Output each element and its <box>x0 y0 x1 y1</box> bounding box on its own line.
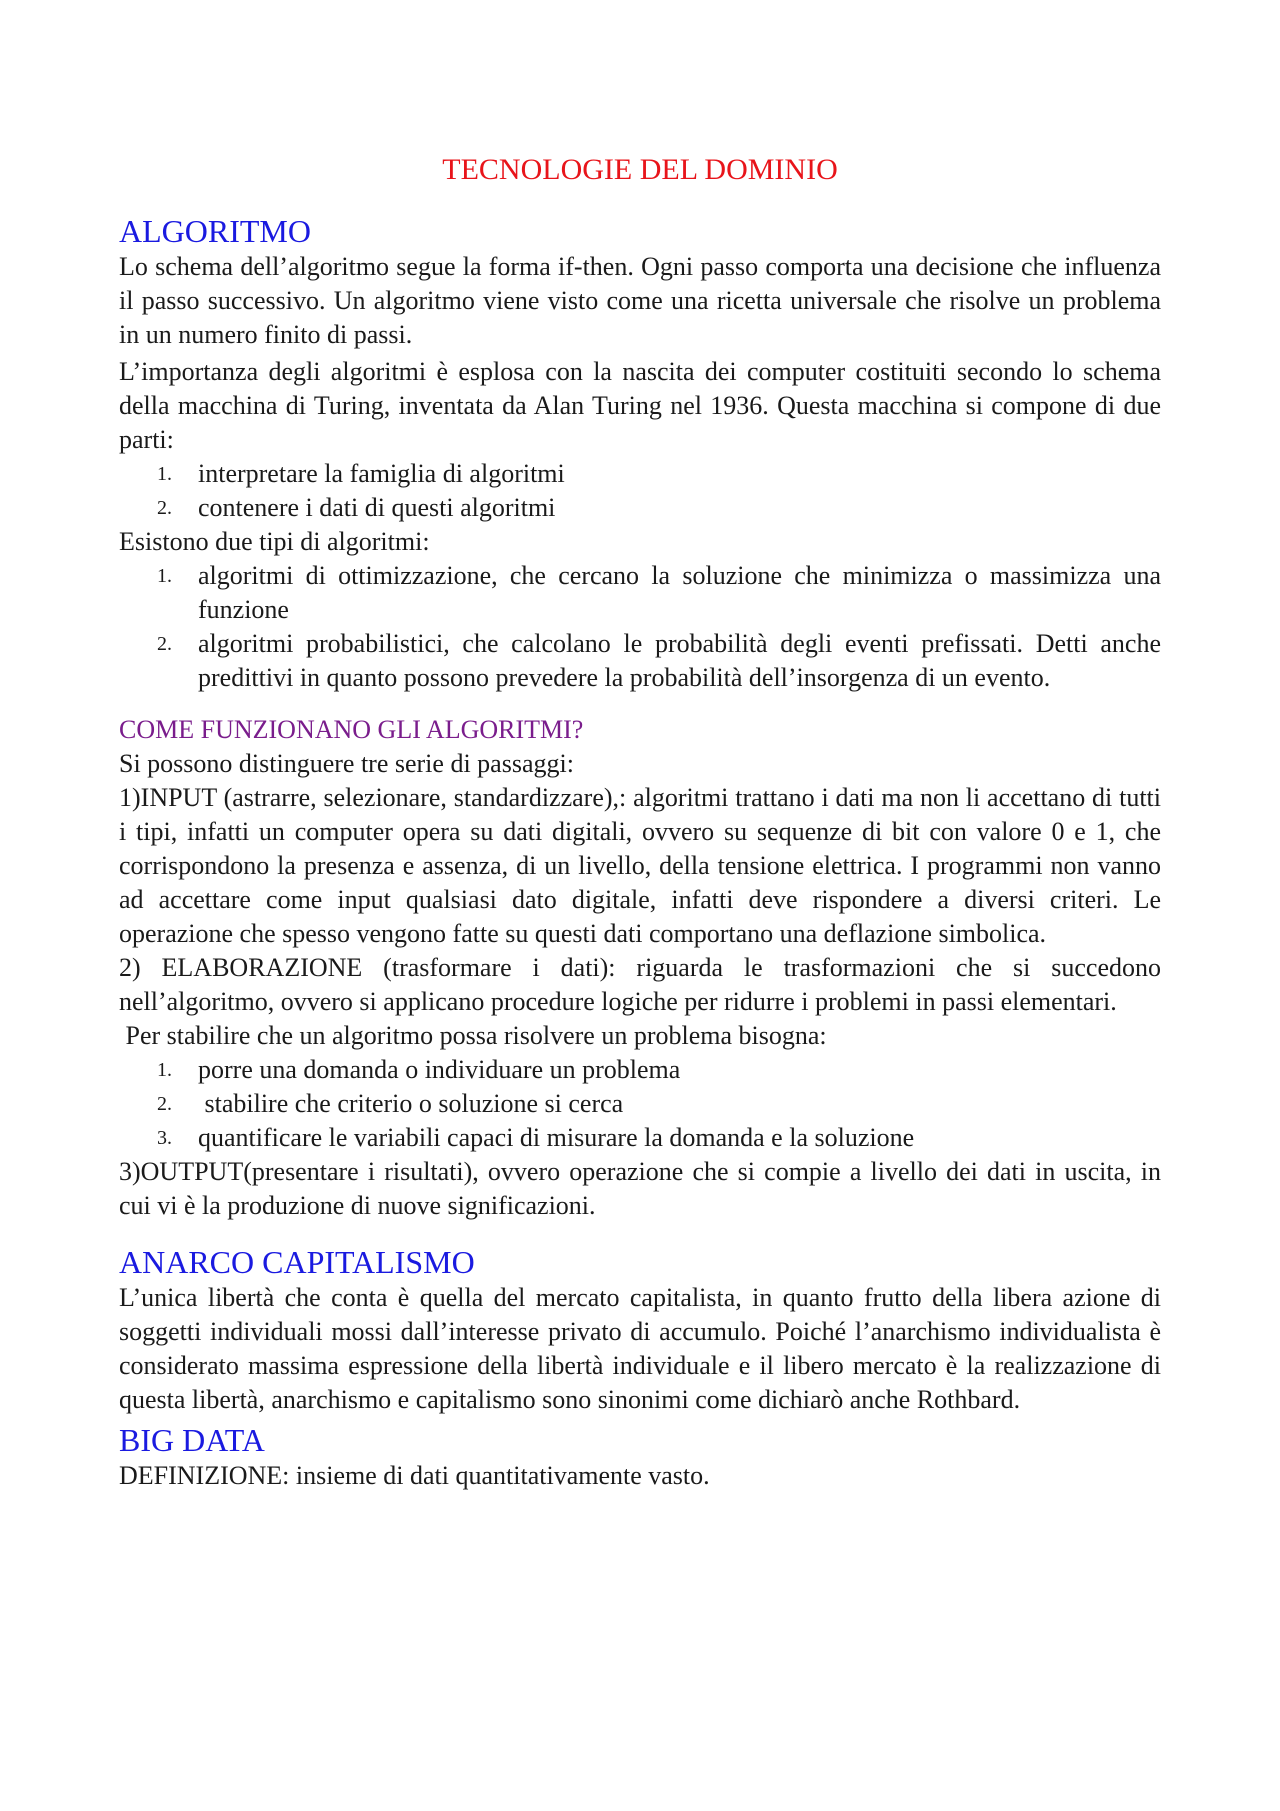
paragraph-output: 3)OUTPUT(presentare i risultati), ovvero operazione che si compie a livello dei dati in uscita, in cui vi è la produzione di nuove significazioni. <box>119 1157 1161 1220</box>
section-big-data <box>119 1421 1161 1493</box>
page-title: TECNOLOGIE DEL DOMINIO <box>442 153 838 186</box>
paragraph-steps-intro: Si possono distinguere tre serie di passaggi: <box>119 749 574 778</box>
list-item <box>119 491 1161 525</box>
list-item <box>119 1121 1161 1155</box>
list-number: 1. <box>157 565 172 587</box>
list-number: 2. <box>157 633 172 655</box>
list-item-text: interpretare la famiglia di algoritmi <box>198 459 565 488</box>
paragraph-types-intro: Esistono due tipi di algoritmi: <box>119 527 430 556</box>
list-number: 2. <box>157 497 172 519</box>
list-item-text: stabilire che criterio o soluzione si cerca <box>198 1089 624 1118</box>
list-machine-parts <box>119 457 1161 525</box>
list-item-text: quantificare le variabili capaci di misurare la domanda e la soluzione <box>198 1123 915 1152</box>
section-heading-big-data: BIG DATA <box>119 1422 265 1458</box>
list-item <box>119 457 1161 491</box>
list-number: 1. <box>157 1059 172 1081</box>
list-item-text: contenere i dati di questi algoritmi <box>198 493 556 522</box>
list-item <box>119 627 1161 695</box>
paragraph-stabilire-intro: Per stabilire che un algoritmo possa risolvere un problema bisogna: <box>119 1021 827 1050</box>
section-anarco-capitalismo <box>119 1243 1161 1417</box>
paragraph-input: 1)INPUT (astrarre, selezionare, standardizzare),: algoritmi trattano i dati ma non li accettano di tutti i tipi, infatti un computer opera su dati digitali, ovvero su sequenze di bit con valore 0 e 1, che corrispondono la presenza e assenza, di un livello, della tensione elettrica. I programmi non vanno ad accettare come input qualsiasi dato digitale, infatti deve rispondere a diversi criteri. Le operazione che spesso vengono fatte su questi dati comportano una deflazione simbolica. <box>119 783 1161 948</box>
paragraph-big-data-definition: DEFINIZIONE: insieme di dati quantitativamente vasto. <box>119 1461 710 1490</box>
list-item-text: algoritmi di ottimizzazione, che cercano la soluzione che minimizza o massimizza una funzione <box>198 561 1161 624</box>
list-number: 3. <box>157 1127 172 1149</box>
section-algoritmo <box>119 212 1161 695</box>
paragraph-anarco-capitalismo: L’unica libertà che conta è quella del mercato capitalista, in quanto frutto della libera azione di soggetti individuali mossi dall’interesse privato di accumulo. Poiché l’anarchismo individualista è considerato massima espressione della libertà individuale e il libero mercato è la realizzazione di questa libertà, anarchismo e capitalismo sono sinonimi come dichiarò anche Rothbard. <box>119 1283 1161 1414</box>
paragraph-algoritmo-definition: Lo schema dell’algoritmo segue la forma if-then. Ogni passo comporta una decisione che influenza il passo successivo. Un algoritmo viene visto come una ricetta universale che risolve un problema in un numero finito di passi. <box>119 252 1161 349</box>
list-algorithm-types <box>119 559 1161 695</box>
list-item <box>119 559 1161 627</box>
paragraph-turing-machine: L’importanza degli algoritmi è esplosa con la nascita dei computer costituiti secondo lo schema della macchina di Turing, inventata da Alan Turing nel 1936. Questa macchina si compone di due parti: <box>119 357 1161 454</box>
list-item <box>119 1087 1161 1121</box>
list-number: 1. <box>157 463 172 485</box>
paragraph-elaborazione: 2) ELABORAZIONE (trasformare i dati): riguarda le trasformazioni che si succedono nell’algoritmo, ovvero si applicano procedure logiche per ridurre i problemi in passi elementari. <box>119 953 1161 1016</box>
list-item <box>119 1053 1161 1087</box>
section-heading-anarco-capitalismo: ANARCO CAPITALISMO <box>119 1244 475 1280</box>
subsection-heading-come-funzionano: COME FUNZIONANO GLI ALGORITMI? <box>119 715 584 744</box>
section-heading-algoritmo: ALGORITMO <box>119 213 311 249</box>
list-item-text: porre una domanda o individuare un problema <box>198 1055 681 1084</box>
list-item-text: algoritmi probabilistici, che calcolano le probabilità degli eventi prefissati. Detti anche predittivi in quanto possono prevedere la probabilità dell’insorgenza di un evento. <box>198 629 1161 692</box>
list-problem-steps <box>119 1053 1161 1155</box>
section-come-funzionano <box>119 713 1161 1223</box>
list-number: 2. <box>157 1093 172 1115</box>
